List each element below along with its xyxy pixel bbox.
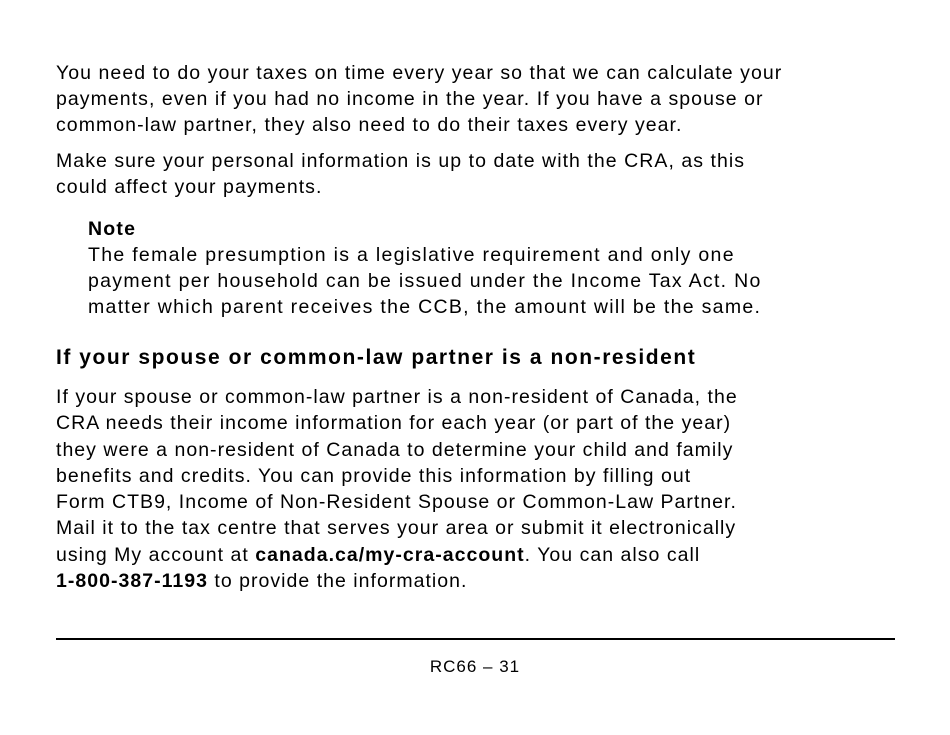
intro-paragraph-2	[56, 148, 896, 200]
text-line: CRA needs their income information for each year (or part of the year)	[56, 412, 732, 435]
text-line: could affect your payments.	[56, 176, 323, 198]
note-box	[88, 216, 896, 320]
text-line: You need to do your taxes on time every year so that we can calculate your	[56, 62, 783, 84]
section-heading: If your spouse or common-law partner is a non-resident	[56, 346, 697, 369]
page-content	[56, 60, 896, 594]
footer-divider	[56, 638, 895, 640]
note-title: Note	[88, 218, 137, 240]
text-line: payments, even if you had no income in the year. If you have a spouse or	[56, 88, 764, 110]
note-line: payment per household can be issued under the Income Tax Act. No	[88, 270, 762, 292]
cra-account-link[interactable]: canada.ca/my-cra-account	[255, 543, 525, 566]
text-fragment: using My account at	[56, 543, 256, 566]
text-line: Make sure your personal information is up to date with the CRA, as this	[56, 150, 746, 172]
text-line	[56, 542, 896, 568]
text-fragment: . You can also call	[524, 543, 701, 566]
text-line	[56, 568, 896, 594]
page-number: RC66 – 31	[429, 657, 521, 676]
note-line: The female presumption is a legislative requirement and only one	[88, 244, 735, 266]
phone-number: 1-800-387-1193	[56, 570, 208, 593]
text-fragment: to provide the information.	[207, 570, 468, 593]
text-line: benefits and credits. You can provide this information by filling out	[56, 464, 692, 487]
section-body	[56, 384, 896, 594]
note-line: matter which parent receives the CCB, the amount will be the same.	[88, 296, 762, 318]
text-line: If your spouse or common-law partner is a non-resident of Canada, the	[56, 386, 738, 408]
text-line: they were a non-resident of Canada to determine your child and family	[56, 438, 734, 461]
text-line: Form CTB9, Income of Non-Resident Spouse or Common-Law Partner.	[56, 491, 737, 514]
text-line: Mail it to the tax centre that serves your area or submit it electronically	[56, 517, 737, 540]
text-line: common-law partner, they also need to do their taxes every year.	[56, 114, 683, 136]
intro-paragraph-1	[56, 60, 896, 138]
